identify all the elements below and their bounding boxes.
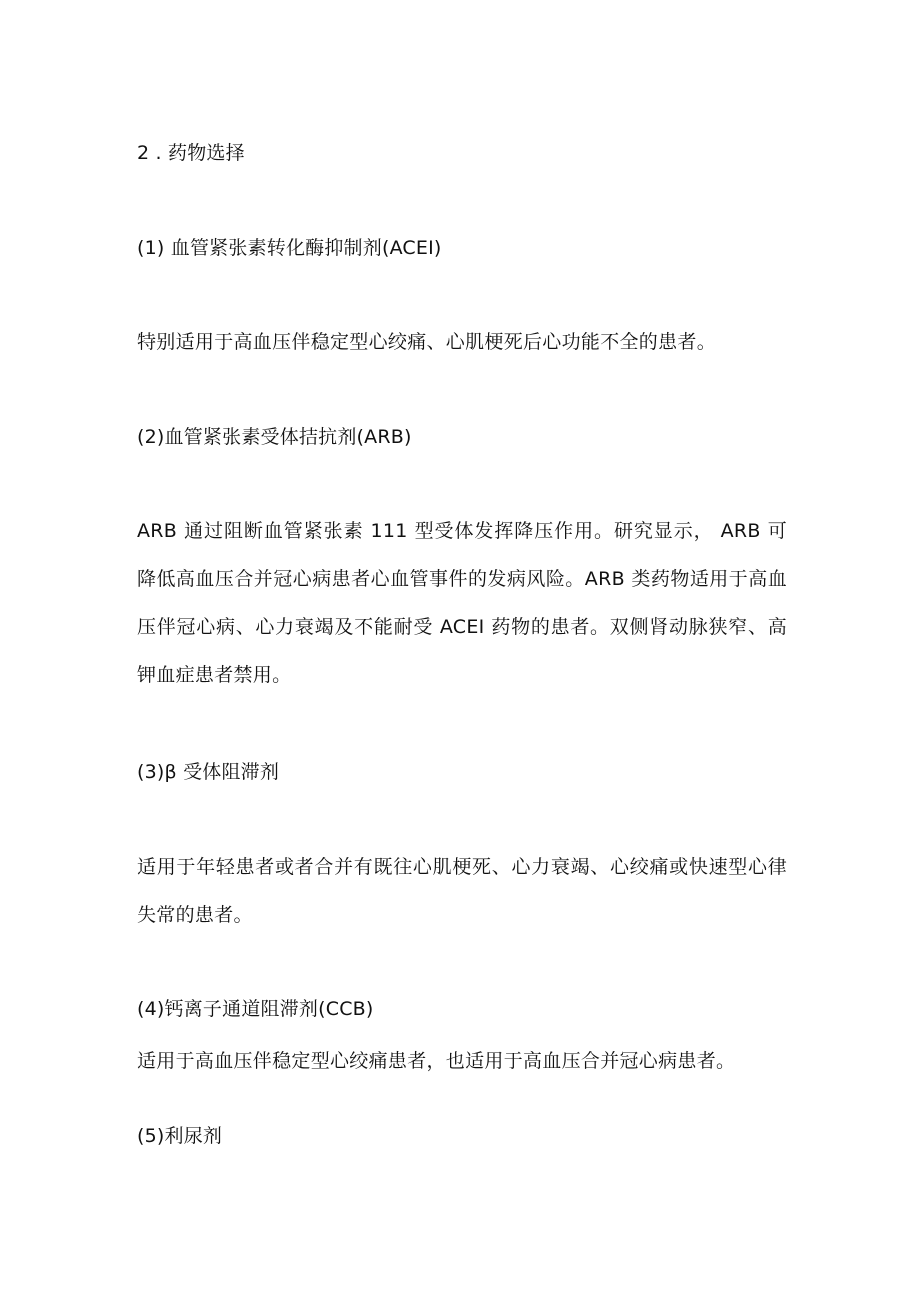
- section-heading: 2 . 药物选择: [137, 142, 245, 164]
- item-paragraph-arb: ARB 通过阻断血管紧张素 111 型受体发挥降压作用。研究显示， ARB 可降低高血压合并冠心病患者心血管事件的发病风险。ARB 类药物适用于高血压伴冠心病、心力衰竭及不能耐受 ACEI 药物的患者。双侧肾动脉狭窄、高钾血症患者禁用。: [137, 520, 787, 686]
- item-heading-ccb: (4)钙离子通道阻滞剂(CCB): [137, 998, 374, 1020]
- item-paragraph-ccb: 适用于高血压伴稳定型心绞痛患者，也适用于高血压合并冠心病患者。: [137, 1050, 736, 1072]
- item-paragraph-acei: 特别适用于高血压伴稳定型心绞痛、心肌梗死后心功能不全的患者。: [137, 331, 717, 353]
- item-paragraph-beta-blocker: 适用于年轻患者或者合并有既往心肌梗死、心力衰竭、心绞痛或快速型心律失常的患者。: [137, 856, 787, 926]
- item-heading-diuretic: (5)利尿剂: [137, 1125, 223, 1147]
- item-heading-arb: (2)血管紧张素受体拮抗剂(ARB): [137, 426, 412, 448]
- item-heading-beta-blocker: (3)β 受体阻滞剂: [137, 761, 280, 783]
- item-heading-acei: (1) 血管紧张素转化酶抑制剂(ACEI): [137, 237, 442, 259]
